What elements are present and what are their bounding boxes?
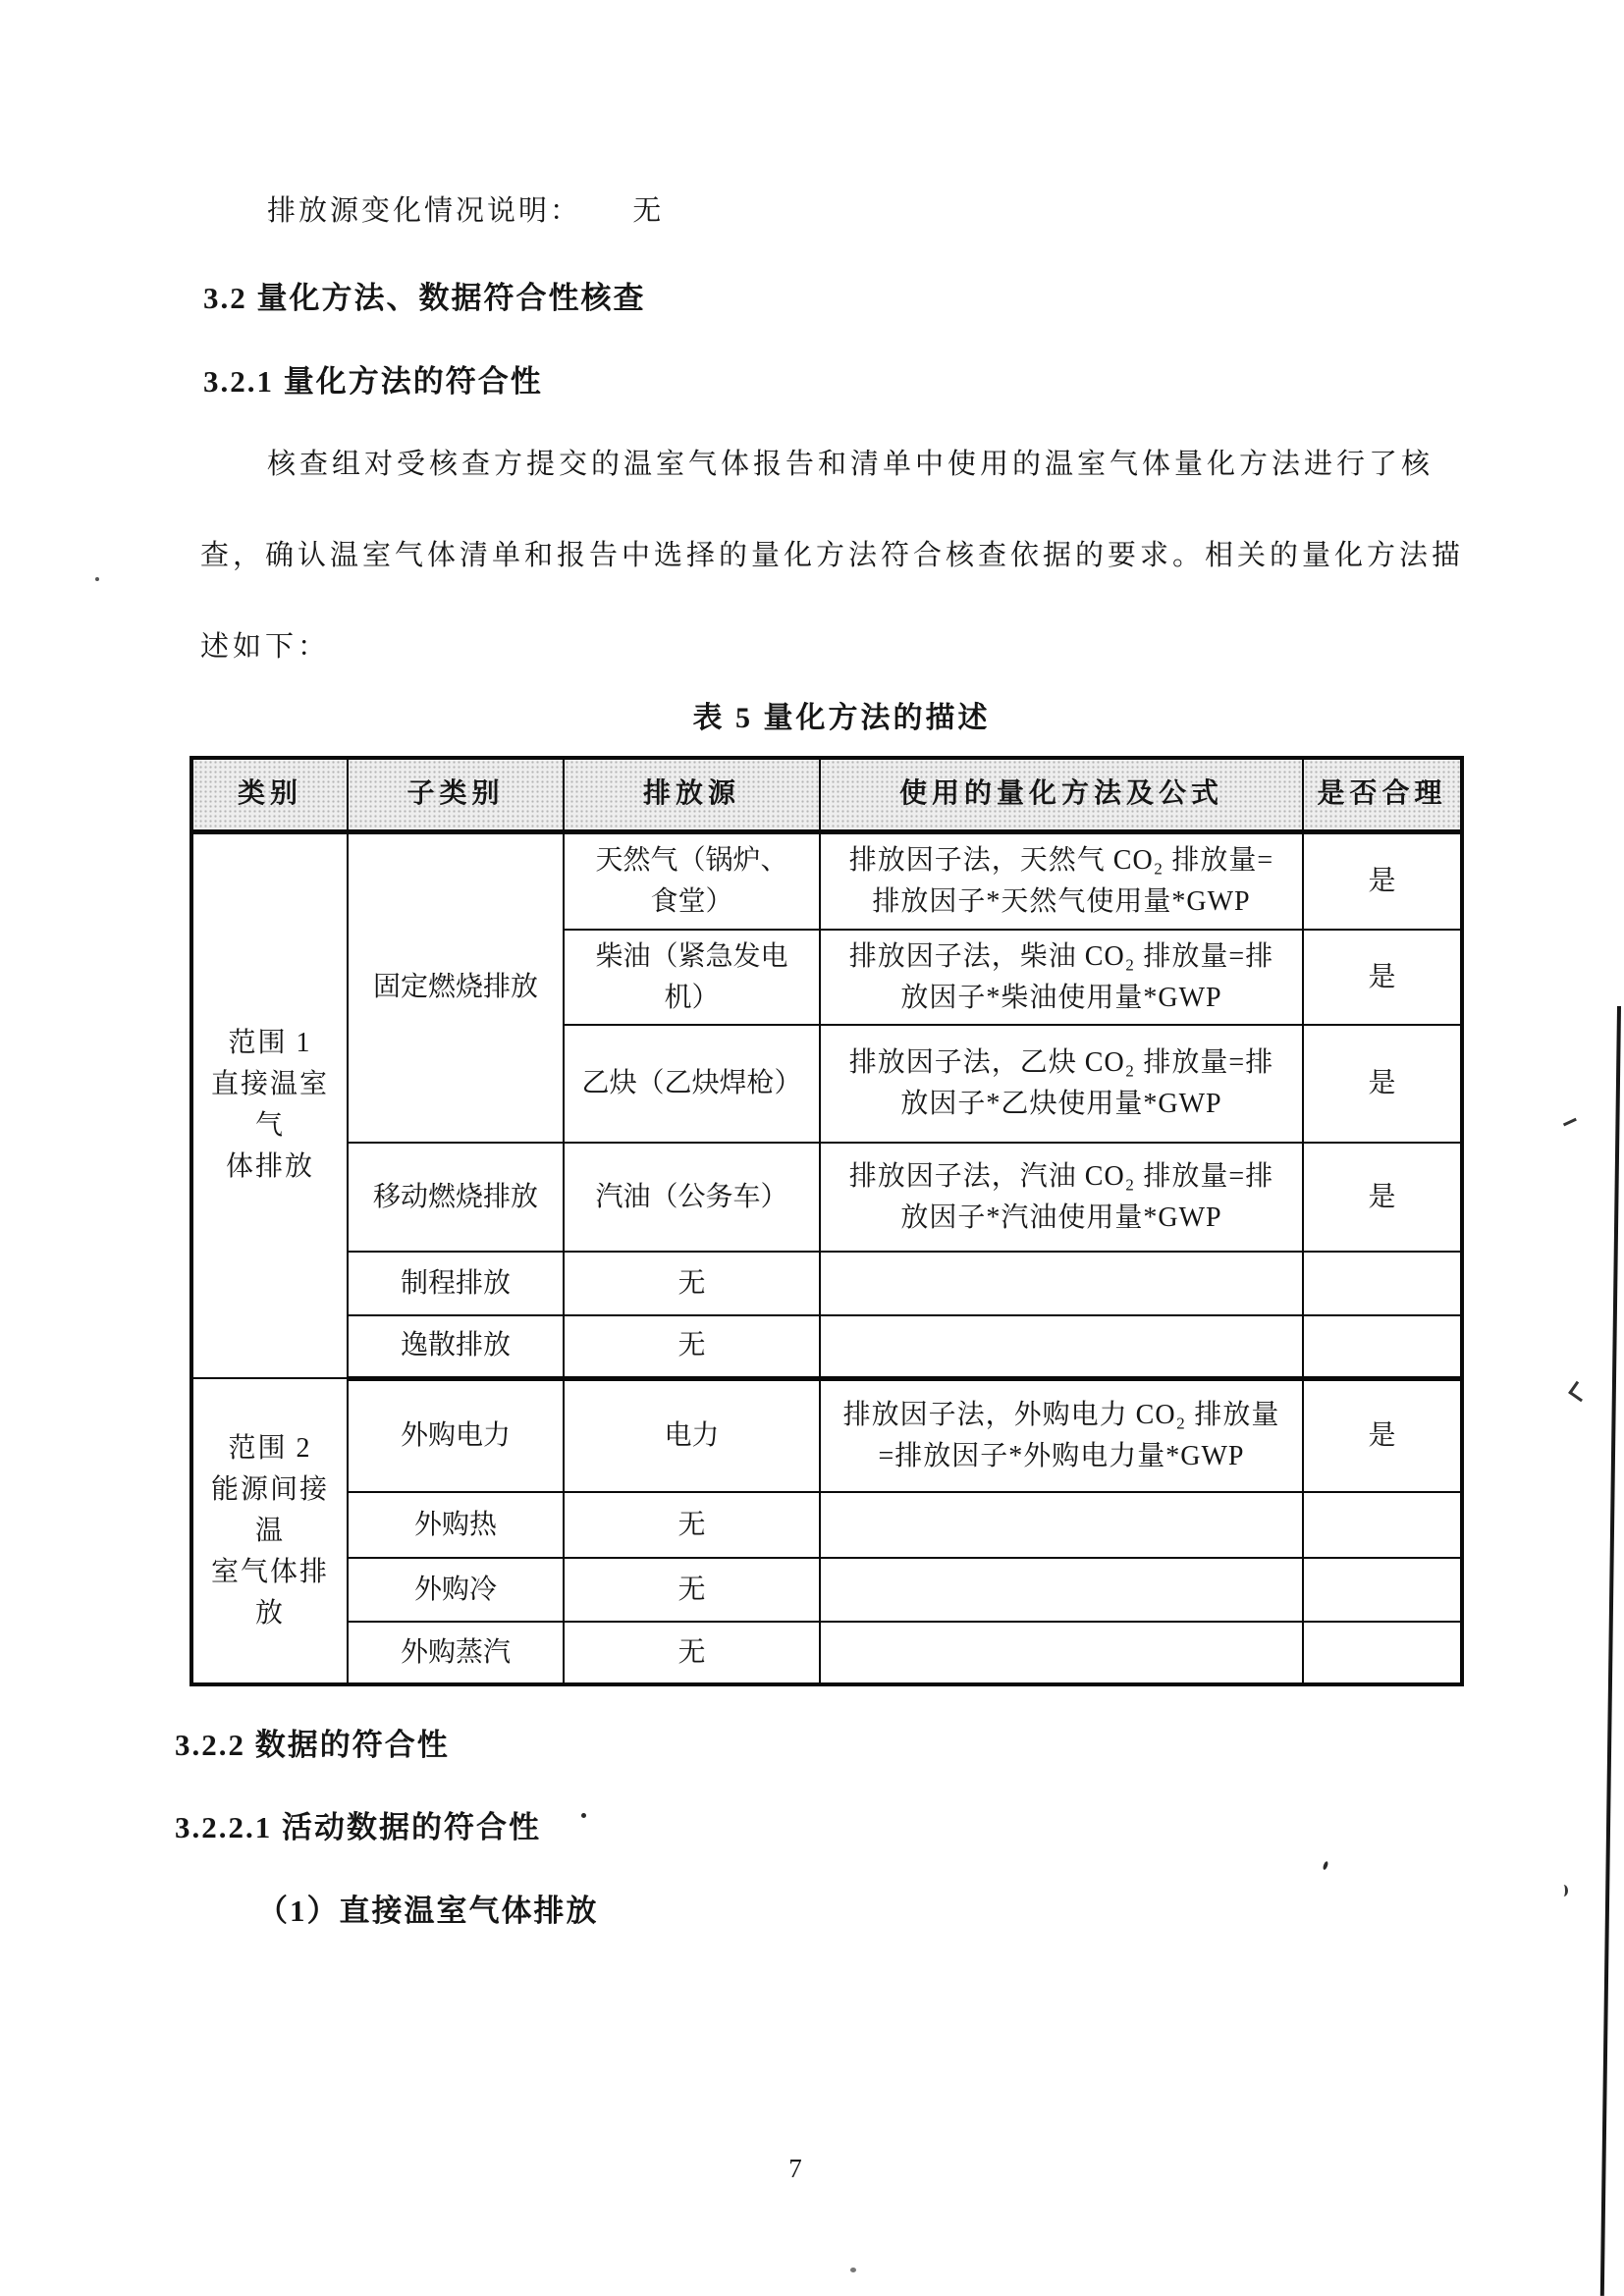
source-cell [564,1025,820,1143]
method-cell [820,1025,1303,1143]
paragraph-line: 核查组对受核查方提交的温室气体报告和清单中使用的温室气体量化方法进行了核 [267,449,1435,480]
method-line: 排放因子法，外购电力 CO₂ 排放量 [842,1399,1280,1430]
method-cell [820,831,1303,930]
method-line: 排放因子*天然气使用量*GWP [872,885,1251,917]
source-line: 柴油（紧急发电 [595,940,788,972]
header-subcategory: 子类别 [348,758,564,831]
table-5-title: 表 5 量化方法的描述 [692,702,991,734]
method-line: 排放因子法，天然气 CO₂ 排放量= [848,844,1274,876]
method-line: 排放因子法，柴油 CO₂ 排放量=排 [848,940,1274,972]
scan-edge-line [1600,1006,1621,2296]
reasonable-cell: 是 [1303,1378,1462,1492]
source-cell: 电力 [564,1378,820,1492]
subcategory-cell: 外购热 [348,1492,564,1558]
reasonable-cell: 是 [1303,1143,1462,1252]
source-line: 机） [664,982,720,1013]
reasonable-cell [1303,1492,1462,1558]
method-cell [820,930,1303,1025]
table-row [191,1622,1462,1684]
category-line: 室气体排放 [210,1556,329,1629]
source-line: 天然气（锅炉、 [595,844,788,876]
emission-source-change-note [267,188,664,229]
heading-3-2-2: 3.2.2 数据的符合性 [175,1728,450,1762]
paragraph-line: 述如下： [200,631,331,663]
method-cell [820,1622,1303,1684]
table-row [191,1378,1462,1492]
scan-artifact [1559,1885,1568,1896]
header-method: 使用的量化方法及公式 [820,758,1303,831]
paragraph-line: 查，确认温室气体清单和报告中选择的量化方法符合核查依据的要求。相关的量化方法描 [200,540,1465,571]
header-source: 排放源 [564,758,820,831]
scan-artifact [1323,1861,1329,1871]
subcategory-cell: 外购冷 [348,1558,564,1622]
method-cell [820,1315,1303,1378]
scan-artifact [95,577,99,581]
reasonable-cell [1303,1315,1462,1378]
heading-3-2: 3.2 量化方法、数据符合性核查 [203,281,646,315]
source-line: 乙炔（乙炔焊枪） [581,1068,802,1098]
category-cell-scope2 [191,1378,348,1684]
method-line: 排放因子法，乙炔 CO₂ 排放量=排 [848,1047,1274,1078]
table-row [191,1315,1462,1378]
table-row [191,1558,1462,1622]
scan-artifact [581,1813,586,1818]
subcategory-cell: 固定燃烧排放 [348,831,564,1143]
page-number: 7 [788,2154,802,2183]
header-category: 类别 [191,758,348,831]
method-cell [820,1143,1303,1252]
reasonable-cell [1303,1252,1462,1315]
reasonable-cell [1303,1622,1462,1684]
method-line: 排放因子法，汽油 CO₂ 排放量=排 [848,1160,1274,1192]
category-line: 范围 1 [228,1028,312,1059]
method-line: =排放因子*外购电力量*GWP [878,1440,1245,1471]
source-cell: 无 [564,1622,820,1684]
subcategory-cell: 移动燃烧排放 [348,1143,564,1252]
method-line: 放因子*柴油使用量*GWP [900,982,1222,1013]
reasonable-cell: 是 [1303,831,1462,930]
source-cell [564,831,820,930]
method-line: 放因子*汽油使用量*GWP [900,1201,1222,1233]
scan-artifact [850,2268,856,2272]
heading-3-2-2-1: 3.2.2.1 活动数据的符合性 [175,1810,541,1844]
subcategory-cell: 外购电力 [348,1378,564,1492]
method-cell [820,1378,1303,1492]
reasonable-cell: 是 [1303,1025,1462,1143]
method-line: 放因子*乙炔使用量*GWP [900,1089,1222,1119]
source-line: 食堂） [650,885,733,917]
table-row [191,831,1462,930]
quantification-methods-table [189,756,1464,1686]
method-cell [820,1558,1303,1622]
subcategory-cell: 制程排放 [348,1252,564,1315]
category-line: 范围 2 [228,1432,312,1464]
category-cell-scope1 [191,831,348,1378]
category-line: 能源间接温 [210,1473,329,1546]
subcategory-cell: 外购蒸汽 [348,1622,564,1684]
table-header-row [191,758,1462,831]
heading-3-2-1: 3.2.1 量化方法的符合性 [203,364,543,399]
source-cell: 无 [564,1315,820,1378]
list-item-1: （1）直接温室气体排放 [257,1894,599,1928]
table-row [191,1252,1462,1315]
source-cell: 无 [564,1252,820,1315]
source-cell [564,1143,820,1252]
method-cell [820,1252,1303,1315]
scan-artifact [1568,1381,1590,1402]
reasonable-cell [1303,1558,1462,1622]
category-line: 体排放 [225,1151,314,1183]
table-row [191,1143,1462,1252]
emission-source-change-label: 排放源变化情况说明： [267,195,582,227]
category-line: 直接温室气 [210,1069,329,1142]
source-cell: 无 [564,1558,820,1622]
method-cell [820,1492,1303,1558]
header-reasonable: 是否合理 [1303,758,1462,831]
source-cell [564,930,820,1025]
emission-source-change-value: 无 [632,195,665,227]
reasonable-cell: 是 [1303,930,1462,1025]
scan-artifact [1559,1110,1577,1127]
source-cell: 无 [564,1492,820,1558]
table-row [191,1492,1462,1558]
source-line: 汽油（公务车） [595,1181,788,1212]
subcategory-cell: 逸散排放 [348,1315,564,1378]
